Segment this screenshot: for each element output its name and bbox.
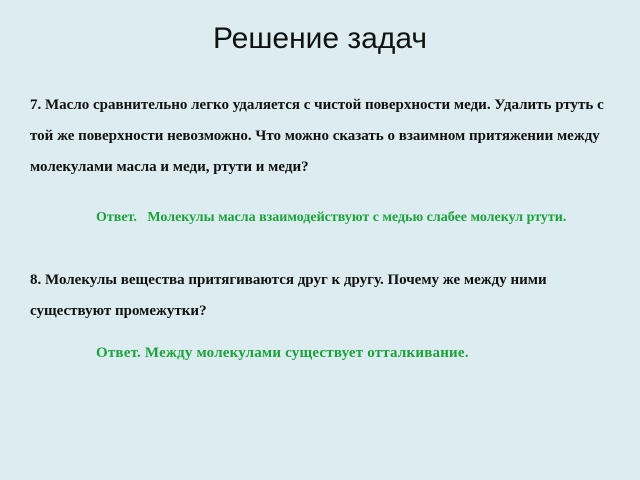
answer-7: Ответ. Молекулы масла взаимодействуют с медью слабее молекул ртути.	[96, 210, 567, 225]
question-8: 8. Молекулы вещества притягиваются друг к другу. Почему же между ними существуют промежутки?	[30, 272, 547, 319]
slide-title: Решение задач	[212, 22, 428, 55]
answer-8: Ответ. Между молекулами существует отталкивание.	[96, 345, 469, 361]
question-7: 7. Масло сравнительно легко удаляется с чистой поверхности меди. Удалить ртуть с той же поверхности невозможно. Что можно сказать о взаимном притяжении между молекулами масла и меди, ртути и меди?	[30, 97, 604, 175]
